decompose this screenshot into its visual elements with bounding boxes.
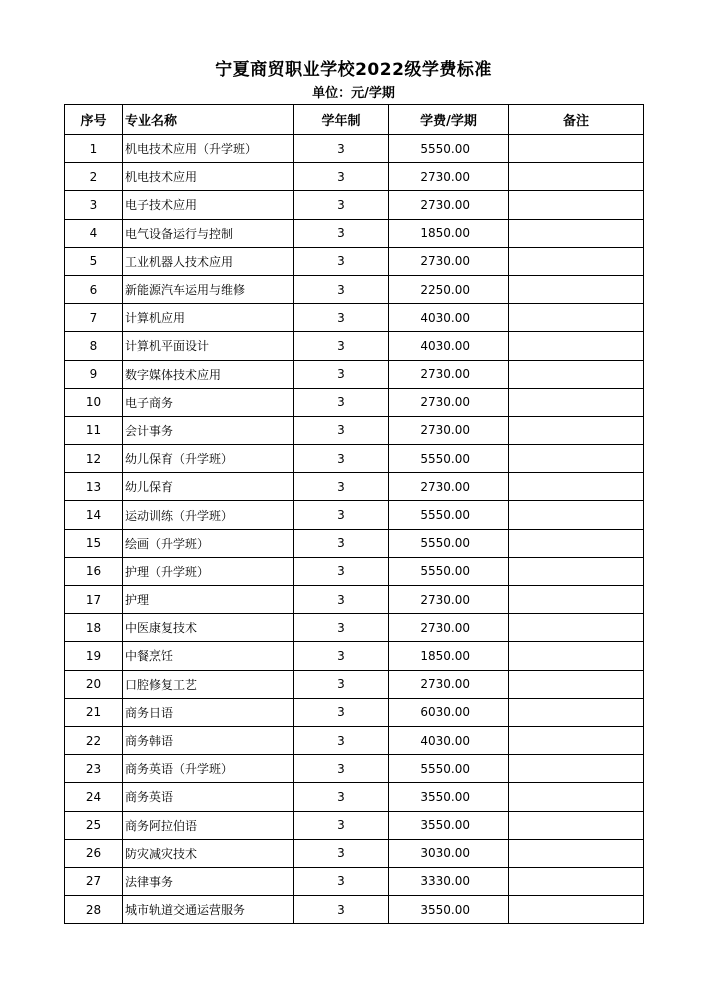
cell-no: 24 (65, 783, 123, 811)
cell-years: 3 (294, 135, 389, 163)
cell-fee: 2730.00 (389, 360, 509, 388)
table-row (65, 388, 644, 416)
cell-no: 9 (65, 360, 123, 388)
cell-years: 3 (294, 332, 389, 360)
cell-years: 3 (294, 416, 389, 444)
cell-years: 3 (294, 501, 389, 529)
cell-no: 15 (65, 529, 123, 557)
document-title: 宁夏商贸职业学校2022级学费标准 (215, 60, 492, 80)
cell-note (509, 191, 644, 219)
cell-no: 6 (65, 275, 123, 303)
cell-note (509, 557, 644, 585)
cell-major-name: 商务韩语 (123, 726, 294, 754)
table-row (65, 445, 644, 473)
table-row (65, 219, 644, 247)
cell-fee: 2730.00 (389, 163, 509, 191)
cell-no: 20 (65, 670, 123, 698)
cell-note (509, 642, 644, 670)
cell-fee: 3550.00 (389, 896, 509, 924)
table-row (65, 529, 644, 557)
cell-years: 3 (294, 219, 389, 247)
cell-note (509, 163, 644, 191)
cell-major-name: 防灾减灾技术 (123, 839, 294, 867)
table-row (65, 557, 644, 585)
cell-years: 3 (294, 360, 389, 388)
cell-note (509, 726, 644, 754)
cell-no: 1 (65, 135, 123, 163)
cell-note (509, 332, 644, 360)
table-row (65, 642, 644, 670)
cell-major-name: 口腔修复工艺 (123, 670, 294, 698)
cell-major-name: 商务英语 (123, 783, 294, 811)
cell-fee: 2250.00 (389, 275, 509, 303)
cell-note (509, 275, 644, 303)
table-row (65, 896, 644, 924)
cell-no: 3 (65, 191, 123, 219)
cell-no: 11 (65, 416, 123, 444)
cell-years: 3 (294, 445, 389, 473)
header-name: 专业名称 (123, 105, 294, 135)
cell-major-name: 计算机平面设计 (123, 332, 294, 360)
cell-fee: 2730.00 (389, 473, 509, 501)
header-years: 学年制 (294, 105, 389, 135)
table-row (65, 698, 644, 726)
cell-fee: 3550.00 (389, 811, 509, 839)
cell-major-name: 城市轨道交通运营服务 (123, 896, 294, 924)
cell-fee: 2730.00 (389, 670, 509, 698)
cell-note (509, 896, 644, 924)
cell-major-name: 新能源汽车运用与维修 (123, 275, 294, 303)
table-row (65, 416, 644, 444)
cell-major-name: 中餐烹饪 (123, 642, 294, 670)
cell-major-name: 幼儿保育（升学班） (123, 445, 294, 473)
cell-no: 2 (65, 163, 123, 191)
cell-note (509, 867, 644, 895)
cell-fee: 1850.00 (389, 219, 509, 247)
cell-major-name: 中医康复技术 (123, 614, 294, 642)
cell-major-name: 幼儿保育 (123, 473, 294, 501)
cell-major-name: 护理 (123, 586, 294, 614)
cell-years: 3 (294, 529, 389, 557)
cell-fee: 4030.00 (389, 304, 509, 332)
table-row (65, 275, 644, 303)
cell-years: 3 (294, 304, 389, 332)
cell-no: 13 (65, 473, 123, 501)
header-no: 序号 (65, 105, 123, 135)
cell-no: 12 (65, 445, 123, 473)
cell-fee: 5550.00 (389, 501, 509, 529)
cell-major-name: 护理（升学班） (123, 557, 294, 585)
cell-major-name: 工业机器人技术应用 (123, 247, 294, 275)
table-row (65, 726, 644, 754)
cell-years: 3 (294, 557, 389, 585)
cell-no: 18 (65, 614, 123, 642)
cell-years: 3 (294, 388, 389, 416)
cell-no: 14 (65, 501, 123, 529)
table-row (65, 586, 644, 614)
cell-major-name: 电气设备运行与控制 (123, 219, 294, 247)
cell-note (509, 473, 644, 501)
cell-note (509, 586, 644, 614)
cell-years: 3 (294, 839, 389, 867)
cell-note (509, 529, 644, 557)
cell-note (509, 811, 644, 839)
cell-major-name: 电子技术应用 (123, 191, 294, 219)
cell-note (509, 501, 644, 529)
cell-note (509, 698, 644, 726)
cell-major-name: 商务阿拉伯语 (123, 811, 294, 839)
cell-note (509, 304, 644, 332)
cell-note (509, 219, 644, 247)
cell-no: 22 (65, 726, 123, 754)
cell-note (509, 135, 644, 163)
cell-years: 3 (294, 614, 389, 642)
fee-table (64, 104, 644, 924)
table-row (65, 867, 644, 895)
cell-major-name: 绘画（升学班） (123, 529, 294, 557)
table-row (65, 755, 644, 783)
table-row (65, 501, 644, 529)
cell-no: 26 (65, 839, 123, 867)
cell-fee: 2730.00 (389, 586, 509, 614)
cell-major-name: 商务英语（升学班） (123, 755, 294, 783)
cell-no: 21 (65, 698, 123, 726)
table-row (65, 473, 644, 501)
cell-years: 3 (294, 247, 389, 275)
cell-fee: 5550.00 (389, 445, 509, 473)
cell-years: 3 (294, 811, 389, 839)
cell-fee: 5550.00 (389, 135, 509, 163)
cell-note (509, 755, 644, 783)
cell-fee: 5550.00 (389, 557, 509, 585)
cell-major-name: 运动训练（升学班） (123, 501, 294, 529)
table-row (65, 304, 644, 332)
cell-major-name: 商务日语 (123, 698, 294, 726)
cell-note (509, 670, 644, 698)
cell-years: 3 (294, 867, 389, 895)
table-row (65, 783, 644, 811)
cell-years: 3 (294, 163, 389, 191)
header-fee: 学费/学期 (389, 105, 509, 135)
cell-fee: 3330.00 (389, 867, 509, 895)
cell-major-name: 电子商务 (123, 388, 294, 416)
cell-fee: 2730.00 (389, 247, 509, 275)
cell-fee: 2730.00 (389, 416, 509, 444)
cell-years: 3 (294, 275, 389, 303)
header-row (65, 105, 644, 135)
cell-years: 3 (294, 642, 389, 670)
fee-table-body (65, 135, 644, 924)
cell-fee: 4030.00 (389, 332, 509, 360)
unit-label: 单位：元/学期 (312, 86, 395, 101)
table-row (65, 135, 644, 163)
cell-fee: 5550.00 (389, 755, 509, 783)
cell-no: 27 (65, 867, 123, 895)
cell-fee: 2730.00 (389, 614, 509, 642)
cell-fee: 5550.00 (389, 529, 509, 557)
table-row (65, 191, 644, 219)
cell-note (509, 445, 644, 473)
cell-note (509, 416, 644, 444)
cell-no: 4 (65, 219, 123, 247)
table-row (65, 839, 644, 867)
cell-note (509, 388, 644, 416)
header-note: 备注 (509, 105, 644, 135)
cell-years: 3 (294, 670, 389, 698)
cell-major-name: 计算机应用 (123, 304, 294, 332)
cell-major-name: 会计事务 (123, 416, 294, 444)
cell-fee: 4030.00 (389, 726, 509, 754)
table-row (65, 332, 644, 360)
table-row (65, 360, 644, 388)
cell-major-name: 数字媒体技术应用 (123, 360, 294, 388)
table-row (65, 614, 644, 642)
cell-no: 8 (65, 332, 123, 360)
cell-note (509, 614, 644, 642)
cell-years: 3 (294, 698, 389, 726)
cell-fee: 2730.00 (389, 191, 509, 219)
cell-no: 16 (65, 557, 123, 585)
cell-fee: 3550.00 (389, 783, 509, 811)
cell-no: 5 (65, 247, 123, 275)
cell-years: 3 (294, 191, 389, 219)
cell-major-name: 法律事务 (123, 867, 294, 895)
cell-years: 3 (294, 896, 389, 924)
cell-note (509, 247, 644, 275)
cell-years: 3 (294, 783, 389, 811)
table-row (65, 163, 644, 191)
cell-note (509, 783, 644, 811)
cell-note (509, 360, 644, 388)
fee-table-header (65, 105, 644, 135)
table-row (65, 247, 644, 275)
cell-years: 3 (294, 473, 389, 501)
cell-note (509, 839, 644, 867)
cell-major-name: 机电技术应用（升学班） (123, 135, 294, 163)
cell-no: 19 (65, 642, 123, 670)
cell-no: 10 (65, 388, 123, 416)
table-row (65, 811, 644, 839)
cell-no: 7 (65, 304, 123, 332)
cell-no: 28 (65, 896, 123, 924)
cell-fee: 6030.00 (389, 698, 509, 726)
cell-no: 25 (65, 811, 123, 839)
cell-no: 17 (65, 586, 123, 614)
cell-years: 3 (294, 586, 389, 614)
cell-fee: 2730.00 (389, 388, 509, 416)
cell-no: 23 (65, 755, 123, 783)
cell-fee: 3030.00 (389, 839, 509, 867)
cell-years: 3 (294, 755, 389, 783)
table-row (65, 670, 644, 698)
cell-years: 3 (294, 726, 389, 754)
cell-fee: 1850.00 (389, 642, 509, 670)
cell-major-name: 机电技术应用 (123, 163, 294, 191)
